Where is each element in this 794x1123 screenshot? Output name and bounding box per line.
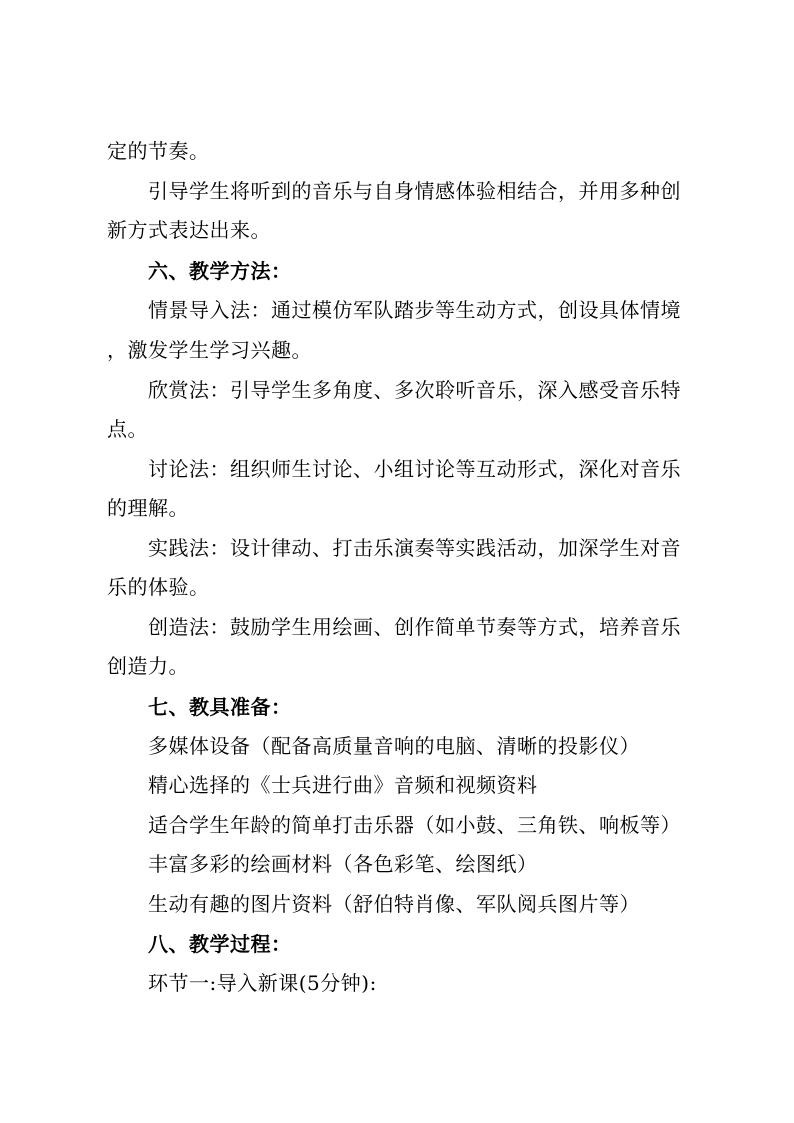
paragraph-line: 环节一:导入新课(5分钟): [148,971,377,995]
paragraph-line: 引导学生将听到的音乐与自身情感体验相结合，并用多种创 [148,179,681,203]
section-heading-teaching-methods: 六、教学方法： [148,259,292,283]
paragraph-continuation: 创造力。 [107,654,189,678]
paragraph-continuation: 新方式表达出来。 [107,218,271,242]
list-item: 生动有趣的图片资料（舒伯特肖像、军队阅兵图片等） [148,892,640,916]
paragraph-line: 实践法：设计律动、打击乐演奏等实践活动，加深学生对音 [148,536,681,560]
paragraph-continuation: 点。 [107,417,148,441]
paragraph-continuation: 乐的体验。 [107,575,210,599]
paragraph-line: 欣赏法：引导学生多角度、多次聆听音乐，深入感受音乐特 [148,378,681,402]
list-item: 丰富多彩的绘画材料（各色彩笔、绘图纸） [148,852,538,876]
section-heading-teaching-aids: 七、教具准备： [148,695,292,719]
list-item: 适合学生年龄的简单打击乐器（如小鼓、三角铁、响板等） [148,813,681,837]
paragraph-line: 创造法：鼓励学生用绘画、创作简单节奏等方式，培养音乐 [148,615,681,639]
paragraph-continuation: 的理解。 [107,496,189,520]
paragraph-continuation: ，激发学生学习兴趣。 [107,338,312,362]
section-heading-teaching-process: 八、教学过程： [148,932,292,956]
list-item: 多媒体设备（配备高质量音响的电脑、清晰的投影仪） [148,734,640,758]
paragraph-line: 讨论法：组织师生讨论、小组讨论等互动形式，深化对音乐 [148,457,681,481]
list-item: 精心选择的《士兵进行曲》音频和视频资料 [148,773,538,797]
paragraph-continuation: 定的节奏。 [107,139,210,163]
paragraph-line: 情景导入法：通过模仿军队踏步等生动方式，创设具体情境 [148,298,681,322]
